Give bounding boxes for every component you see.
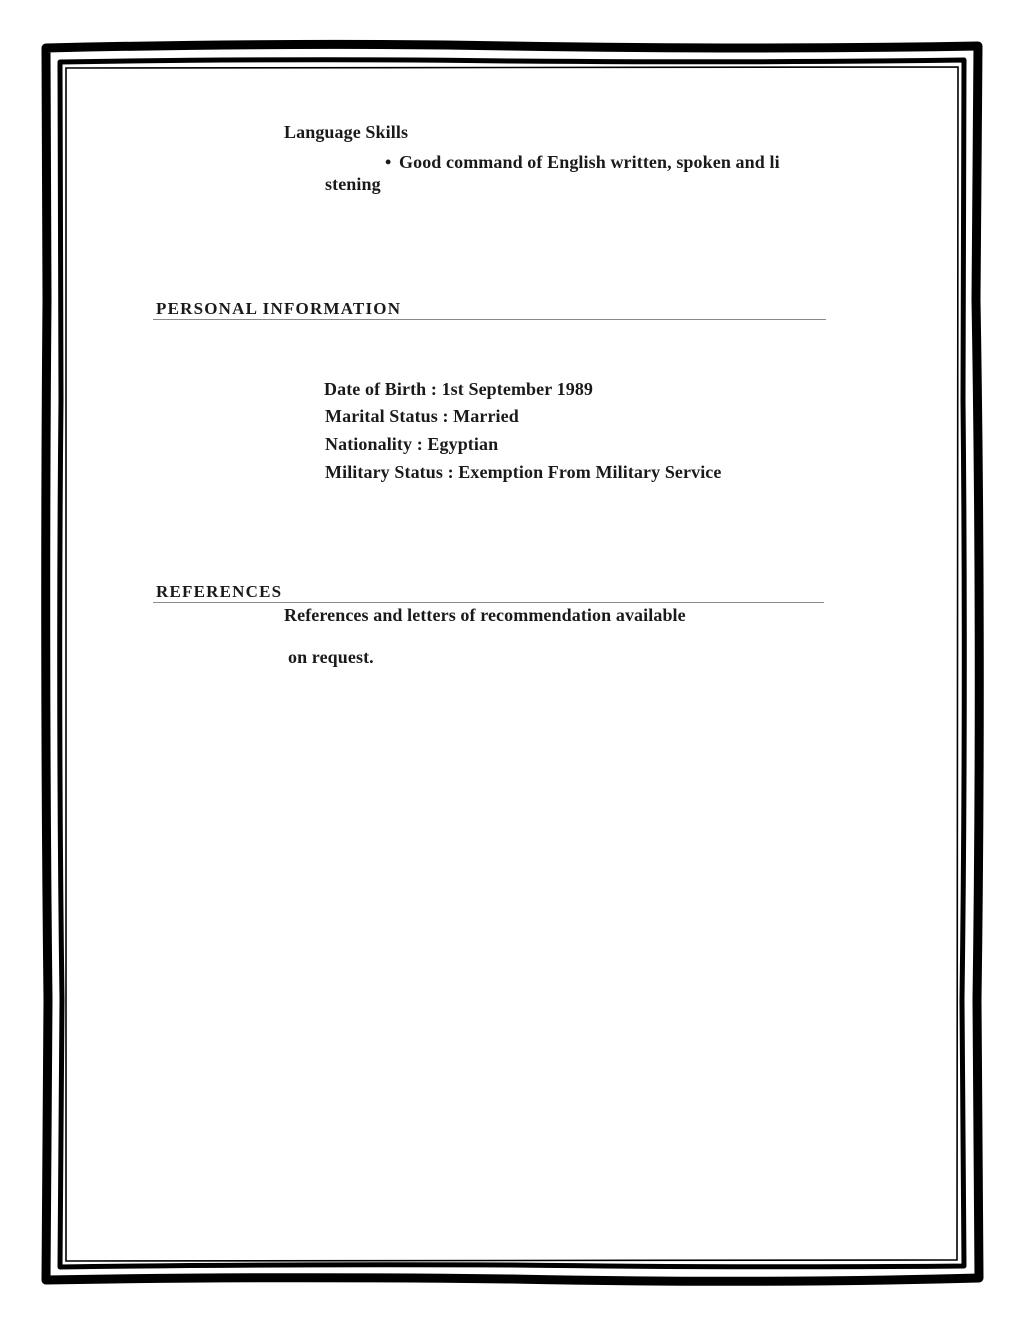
personal-information-heading: PERSONAL INFORMATION — [156, 299, 402, 318]
references-heading: REFERENCES — [156, 582, 283, 601]
references-divider — [153, 602, 824, 603]
references-line-2: on request. — [288, 647, 374, 667]
language-skills-line-1: Good command of English written, spoken and li — [399, 152, 780, 172]
outer-border — [46, 44, 980, 1281]
date-of-birth: Date of Birth : 1st September 1989 — [324, 379, 594, 399]
references-line-1: References and letters of recommendation available — [284, 605, 686, 625]
language-skills-line-2: stening — [325, 174, 381, 194]
marital-status: Marital Status : Married — [325, 406, 519, 426]
language-skills-title: Language Skills — [284, 122, 409, 142]
nationality: Nationality : Egyptian — [325, 434, 499, 454]
military-status: Military Status : Exemption From Military Service — [325, 462, 722, 482]
inner-border-thick — [60, 60, 965, 1267]
personal-information-divider — [153, 319, 826, 320]
inner-border-thin — [66, 67, 958, 1261]
language-skills-bullet: • — [385, 152, 392, 172]
